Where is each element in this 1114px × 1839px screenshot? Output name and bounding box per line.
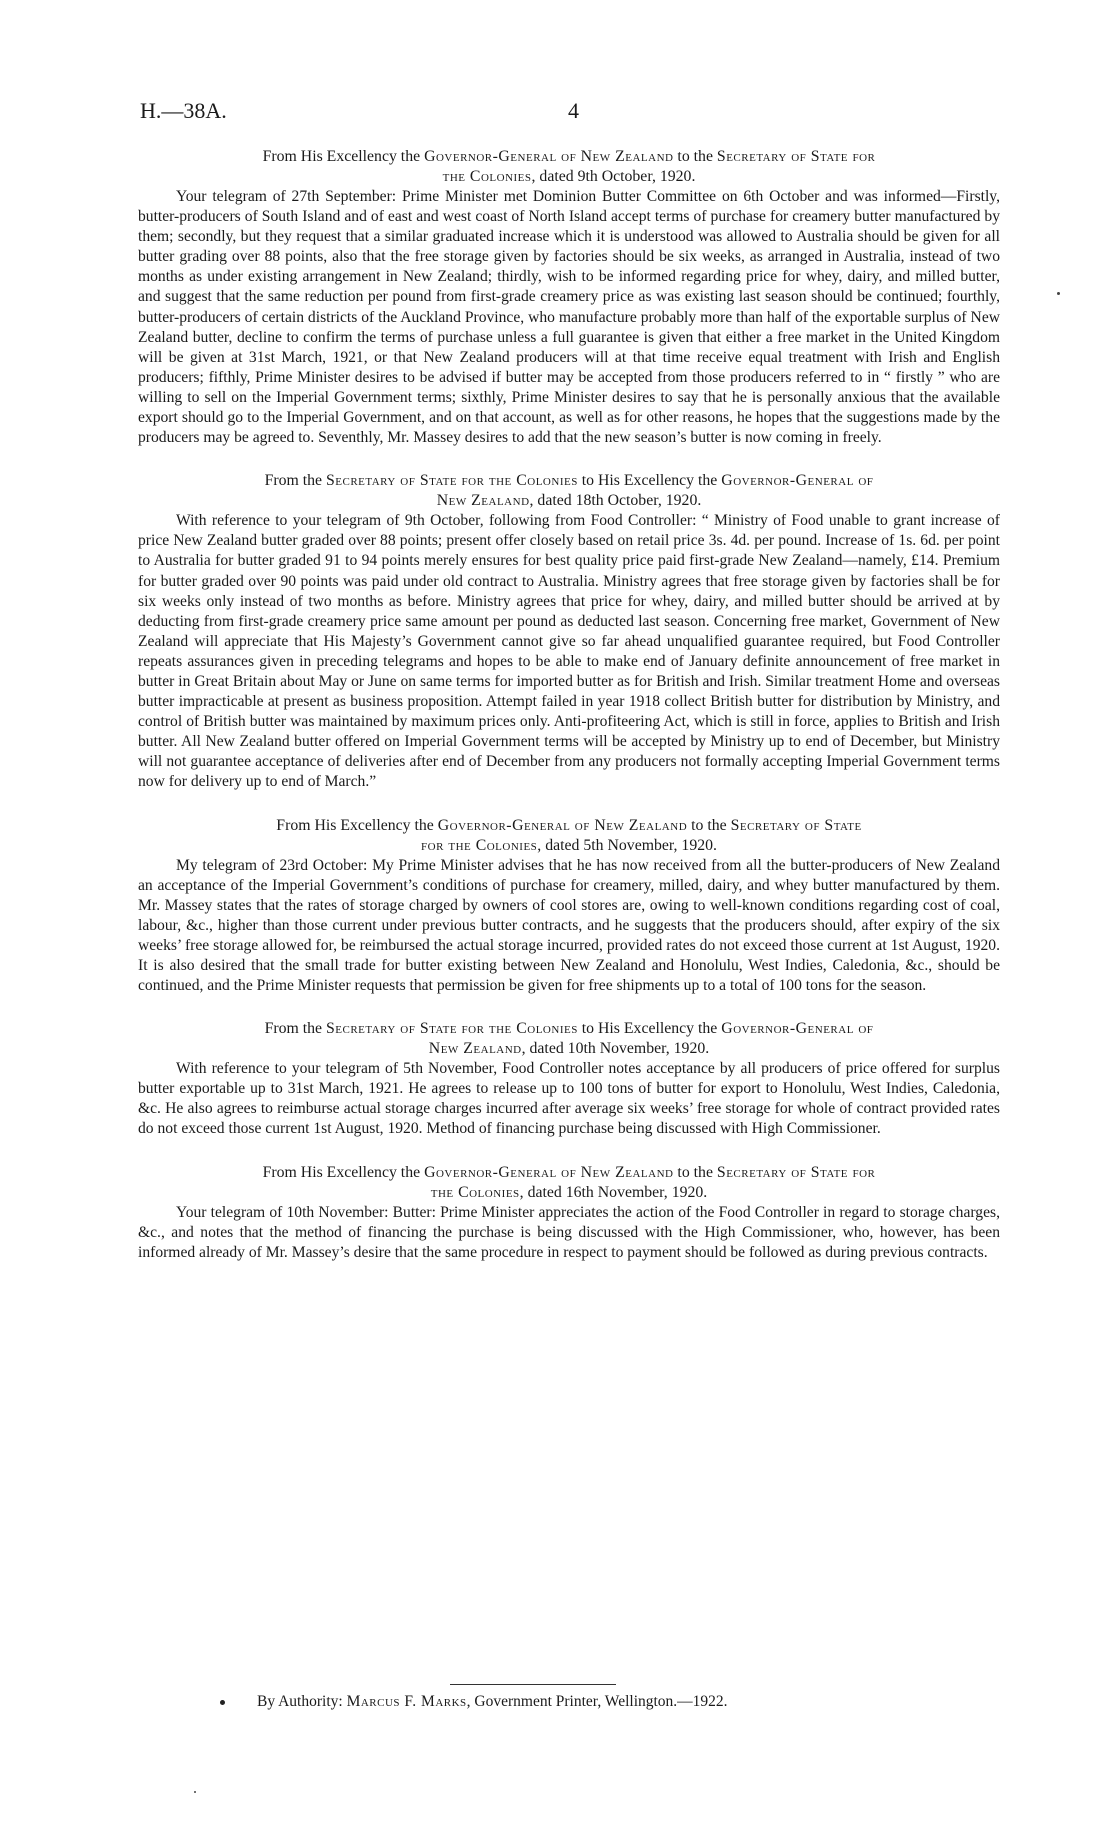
heading-recipient: Secretary of State for — [716, 1163, 876, 1181]
heading-date: , dated 10th November, 1920. — [521, 1040, 710, 1058]
heading-recipient: for the Colonies — [421, 836, 538, 854]
heading-recipient: Governor-General of — [721, 1020, 874, 1038]
heading-recipient: the Colonies — [442, 168, 532, 185]
heading-sender: Secretary of State for the Colonies — [326, 1020, 578, 1038]
heading-text: From His Excellency the — [262, 1163, 425, 1181]
telegram-body: Your telegram of 27th September: Prime Minister met Dominion Butter Committee on 6th October and was informed—Firstly, butter-producers of South Island and of east and west coast of North Island accept terms of purchase for creamery butter manufactured by them; secondly, but they request that a similar graduated increase which it is understood was allowed to Australia should be given for all butter grading over 88 points, also that the free storage given by factories should be six weeks, as arranged in Australia, instead of two months as under existing arrangement in New Zealand; thirdly, wish to be informed regarding price for whey, dairy, and milled butter, and suggest that the same reduction per pound from first-grade creamery price as was existing last season should be continued; fourthly, butter-producers of certain districts of the Auckland Province, who manufacture probably more than half of the exportable surplus of New Zealand butter, decline to confirm the terms of purchase unless a full guarantee is given that either a free market in the United Kingdom will be given at 31st March, 1921, or that New Zealand producers will at that time receive equal treatment with Irish and English producers; fifthly, Prime Minister desires to be advised if butter may be accepted from those producers referred to in “ firstly ” who are willing to sell on the Imperial Government terms; sixthly, Prime Minister desires to say that he is personally anxious that the available export should go to the Imperial Government, and on that account, as well as for other reasons, he hopes that the suggestions made by the producers may be agreed to. Seventhly, Mr. Massey desires to add that the new season’s butter is now coming in freely. — [138, 188, 1000, 447]
page-number: 4 — [568, 98, 579, 123]
heading-sender: Governor-General of New Zealand — [424, 1163, 674, 1181]
heading-recipient: the Colonies — [430, 1183, 520, 1201]
printer-imprint — [220, 1692, 920, 1712]
heading-sender: Secretary of State for the Colonies — [326, 472, 578, 490]
telegram-body: My telegram of 23rd October: My Prime Minister advises that he has now received from all the butter-producers of New Zealand an acceptance of the Imperial Government’s conditions of purchase for creamery, milled, dairy, and whey butter manufactured by them. Mr. Massey states that the rates of storage charged by owners of cool stores are, owing to well-known conditions regarding cost of coal, labour, &c., higher than those current under previous butter contracts, and he suggests that the producers should, after expiry of the six weeks’ free storage allowed for, be reimbursed the actual storage incurred, provided rates do not exceed those current at 1st August, 1920. It is also desired that the small trade for butter existing between New Zealand and Honolulu, West Indies, Caledonia, &c., should be continued, and the Prime Minister requests that permission be given for free shipments up to a total of 100 tons for the season. — [138, 856, 1000, 995]
telegram-section — [138, 1019, 1000, 1139]
document-code: H.—38A. — [140, 98, 227, 123]
heading-text: From His Excellency the — [262, 148, 425, 165]
telegram-body: Your telegram of 10th November: Butter: Prime Minister appreciates the action of the Food Controller in regard to storage charges, &c., and notes that the method of financing the purchase is being discussed with the High Commissioner, who, however, has been informed already of Mr. Massey’s desire that the same procedure in respect to payment should be followed as during previous contracts. — [138, 1203, 1000, 1261]
heading-text: From the — [264, 1020, 326, 1038]
telegram-heading — [138, 1163, 1000, 1203]
heading-date: , dated 16th November, 1920. — [519, 1183, 708, 1201]
heading-sender: Governor-General of New Zealand — [424, 148, 674, 165]
telegram-body: With reference to your telegram of 9th October, following from Food Controller: “ Ministry of Food unable to grant increase of price New Zealand butter graded over 88 points; present offer closely based on retail price 3s. 4d. per pound. Increase of 1s. 6d. per point to Australia for butter graded 91 to 94 points merely ensures for best quality price paid first-grade New Zealand—namely, £14. Premium for butter graded over 90 points was paid under old contract to Australia. Ministry agrees that free storage given by factories shall be for six weeks only instead of two months as before. Ministry agrees that price for whey, dairy, and milled butter should be arrived at by deducting from first-grade creamery price same amount per pound as deducted last season. Concerning free market, Government of New Zealand will appreciate that His Majesty’s Government cannot give so far ahead unqualified guarantee required, but Food Controller repeats assurances given in preceding telegrams and hopes to be able to make end of January definite announcement of free market in butter in Great Britain about May or June on same terms for imported butter as for British and Irish. Similar treatment Home and overseas butter impracticable at present as business proposition. Attempt failed in year 1918 collect British butter for distribution by Ministry, and control of British butter was maintained by maximum prices only. Anti-profiteering Act, which is still in force, applies to British and Irish butter. All New Zealand butter offered on Imperial Government terms will be accepted by Ministry up to end of December, but Ministry will not guarantee acceptance of deliveries after end of December from any producers not formally accepting Imperial Government terms now for delivery up to end of March.” — [138, 512, 1000, 791]
imprint-suffix: , Government Printer, Wellington.—1922. — [466, 1693, 728, 1710]
heading-text: to the — [687, 816, 731, 834]
heading-text: From the — [264, 472, 326, 490]
heading-text: to the — [673, 1163, 717, 1181]
imprint-prefix: By Authority: — [257, 1693, 347, 1710]
telegram-body: With reference to your telegram of 5th November, Food Controller notes acceptance by all producers of price offered for surplus butter exportable up to 31st March, 1921. He agrees to release up to 100 tons of butter for export to Honolulu, West Indies, Caledonia, &c. He also agrees to reimburse actual storage charges incurred after average six weeks’ free storage for whole of contract provided rates do not exceed those current 1st August, 1920. Method of financing purchase being discussed with High Commissioner. — [138, 1060, 1000, 1138]
footer-rule — [450, 1684, 616, 1685]
telegram-section — [138, 147, 1000, 448]
stray-mark — [194, 1791, 196, 1793]
heading-date: , dated 9th October, 1920. — [531, 168, 696, 185]
telegram-heading — [138, 816, 1000, 856]
heading-text: to His Excellency the — [577, 472, 722, 490]
heading-recipient: New Zealand — [428, 1040, 522, 1058]
telegram-heading — [138, 1019, 1000, 1059]
heading-recipient: Secretary of State — [730, 816, 862, 834]
telegram-heading — [138, 471, 1000, 511]
heading-text: to His Excellency the — [577, 1020, 722, 1038]
stray-mark — [1057, 292, 1060, 295]
telegram-heading — [138, 147, 1000, 187]
heading-text: to the — [673, 148, 717, 165]
heading-sender: Governor-General of New Zealand — [437, 816, 688, 834]
telegram-section — [138, 471, 1000, 792]
telegram-section — [138, 816, 1000, 997]
heading-recipient: New Zealand — [436, 492, 530, 510]
heading-recipient: Secretary of State for — [716, 148, 876, 165]
heading-text: From His Excellency the — [276, 816, 438, 834]
bullet-mark — [220, 1700, 225, 1705]
document-body — [138, 147, 1000, 1286]
heading-date: , dated 5th November, 1920. — [537, 836, 717, 854]
heading-date: , dated 18th October, 1920. — [529, 492, 702, 510]
heading-recipient: Governor-General of — [721, 472, 874, 490]
page-header — [140, 98, 1000, 128]
telegram-section — [138, 1163, 1000, 1263]
imprint-printer: Marcus F. Marks — [346, 1693, 467, 1710]
